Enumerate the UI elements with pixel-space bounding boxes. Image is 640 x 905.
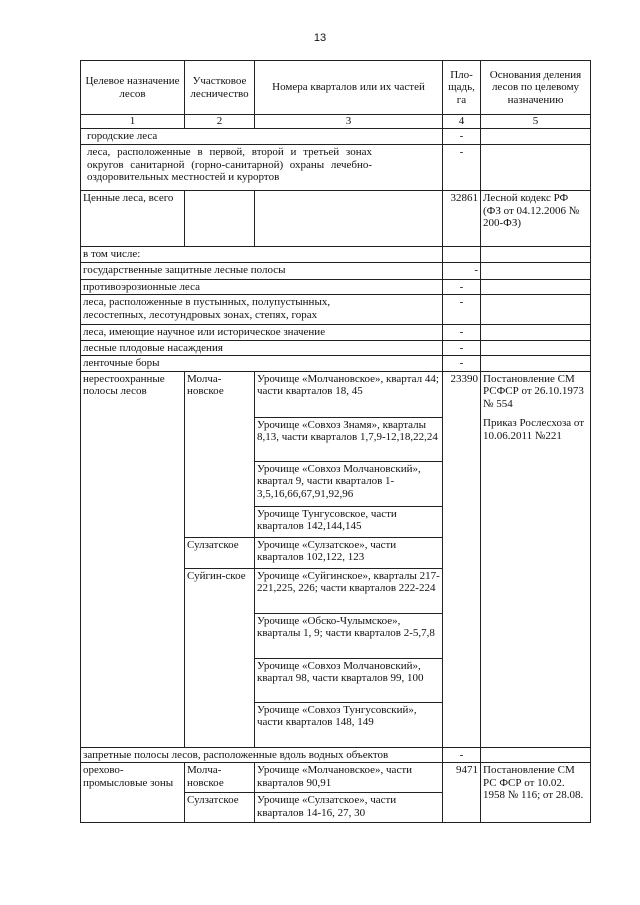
quarters-text: Урочище «Суйгинское», кварталы 217-221,225, 226; части кварталов 222-224 — [255, 568, 443, 613]
basis-text: Лесной кодекс РФ (ФЗ от 04.12.2006 № 200-ФЗ) — [481, 191, 591, 247]
row-label: лесные плодовые насаждения — [81, 340, 443, 356]
column-number: 5 — [481, 115, 591, 129]
quarters-text: Урочище «Совхоз Тунгусовский», части кварталов 148, 149 — [255, 702, 443, 747]
row-label: леса, имеющие научное или историческое значение — [81, 325, 443, 341]
header-purpose: Целевое назначение лесов — [81, 61, 185, 115]
forestry-name: Молча-новское — [185, 763, 255, 793]
basis-text — [481, 371, 591, 747]
basis-text: Постановление СМ РС ФСР от 10.02. 1958 № 116; от 28.08. — [481, 763, 591, 823]
row-label: леса, расположенные в пустынных, полупустынных, лесостепных, лесотундровых зонах, степях, горах — [81, 295, 443, 325]
table-row — [81, 356, 591, 372]
column-number-row — [81, 115, 591, 129]
area-value: - — [443, 129, 481, 145]
quarters-text: Урочище «Совхоз Молчановский», квартал 9, части кварталов 1-3,5,16,66,67,91,92,96 — [255, 461, 443, 506]
area-value: - — [443, 295, 481, 325]
column-number: 1 — [81, 115, 185, 129]
forestry-name: Сулзатское — [185, 537, 255, 568]
table-row — [81, 340, 591, 356]
header-quarters: Номера кварталов или их частей — [255, 61, 443, 115]
row-label: нерестоохранные полосы лесов — [81, 371, 185, 747]
table-row — [81, 325, 591, 341]
area-value: - — [443, 340, 481, 356]
row-label: ленточные боры — [81, 356, 443, 372]
table-row — [81, 747, 591, 763]
page-number: 13 — [313, 32, 327, 44]
basis-text: Постановление СМ РСФСР от 26.10.1973 № 554 — [483, 372, 584, 410]
table-row — [81, 371, 591, 417]
column-number: 3 — [255, 115, 443, 129]
area-value: - — [443, 325, 481, 341]
column-number: 4 — [443, 115, 481, 129]
row-label: городские леса — [81, 129, 443, 145]
quarters-text: Урочище «Молчановское», квартал 44; части кварталов 18, 45 — [255, 371, 443, 417]
forest-purpose-table — [80, 60, 591, 823]
table-row — [81, 295, 591, 325]
table-row — [81, 129, 591, 145]
basis-text: Приказ Рослесхоза от 10.06.2011 №221 — [483, 417, 585, 442]
area-value: - — [443, 145, 481, 191]
table-row — [81, 763, 591, 793]
area-value: - — [443, 262, 481, 279]
table-row — [81, 145, 591, 191]
quarters-text: Урочище Тунгусовское, части кварталов 142,144,145 — [255, 506, 443, 537]
row-label: в том числе: — [81, 247, 443, 263]
header-area: Пло-щадь, га — [443, 61, 481, 115]
quarters-text: Урочище «Сулзатское», части кварталов 102,122, 123 — [255, 537, 443, 568]
quarters-text: Урочище «Совхоз Знамя», кварталы 8,13, части кварталов 1,7,9-12,18,22,24 — [255, 417, 443, 461]
table-row — [81, 247, 591, 263]
quarters-text: Урочище «Обско-Чулымское», кварталы 1, 9; части кварталов 2-5,7,8 — [255, 613, 443, 658]
row-label: Ценные леса, всего — [81, 191, 185, 247]
column-number: 2 — [185, 115, 255, 129]
table-row — [81, 279, 591, 295]
area-value: 23390 — [443, 371, 481, 747]
row-label: запретные полосы лесов, расположенные вдоль водных объектов — [81, 747, 443, 763]
header-basis: Основания деления лесов по целевому назначению — [481, 61, 591, 115]
row-label: леса, расположенные в первой, второй и третьей зонах округов санитарной (горно-санитарной) охраны лечебно-оздоровительных местностей и курортов — [81, 145, 443, 191]
area-value: - — [443, 747, 481, 763]
area-value: - — [443, 356, 481, 372]
forestry-name: Молча-новское — [185, 371, 255, 537]
area-value: 9471 — [443, 763, 481, 823]
area-value: - — [443, 279, 481, 295]
forestry-name: Суйгин-ское — [185, 568, 255, 747]
area-value: 32861 — [443, 191, 481, 247]
quarters-text: Урочище «Совхоз Молчановский», квартал 98, части кварталов 99, 100 — [255, 658, 443, 702]
row-label: противоэрозионные леса — [81, 279, 443, 295]
row-label: орехово-промысловые зоны — [81, 763, 185, 823]
forestry-name: Сулзатское — [185, 793, 255, 823]
quarters-text: Урочище «Молчановское», части кварталов 90,91 — [255, 763, 443, 793]
table-row — [81, 262, 591, 279]
quarters-text: Урочище «Сулзатское», части кварталов 14-16, 27, 30 — [255, 793, 443, 823]
header-forestry: Участковое лесничество — [185, 61, 255, 115]
table-row — [81, 191, 591, 247]
row-label: государственные защитные лесные полосы — [81, 262, 443, 279]
header-row — [81, 61, 591, 115]
